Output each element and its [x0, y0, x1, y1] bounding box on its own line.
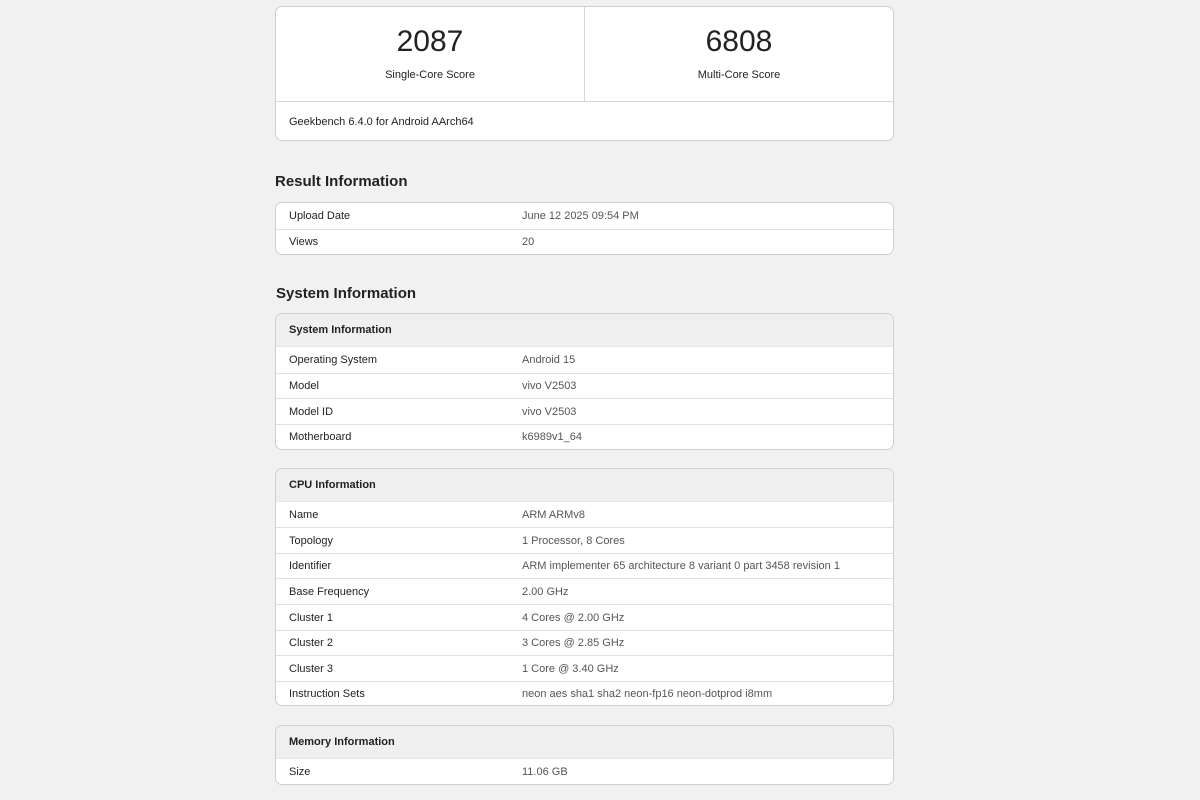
table-row [276, 347, 893, 373]
cpu-information-table [275, 468, 894, 706]
table-row [276, 424, 893, 449]
system-information-header: System Information [276, 314, 893, 347]
row-key: Size [289, 765, 311, 778]
table-row [276, 578, 893, 604]
table-row [276, 398, 893, 424]
scores-row [276, 7, 893, 102]
row-value: 20 [522, 236, 535, 248]
single-core-score-value: 2087 [396, 25, 464, 58]
table-row [276, 630, 893, 655]
row-value: 2.00 GHz [522, 585, 569, 598]
row-key: Cluster 3 [289, 662, 334, 675]
table-row [276, 655, 893, 681]
multi-core-score-label: Multi-Core Score [697, 69, 781, 81]
table-row [276, 373, 893, 398]
row-value: neon aes sha1 sha2 neon-fp16 neon-dotprod i8mm [522, 687, 773, 700]
table-row [276, 203, 893, 229]
row-value: vivo V2503 [522, 405, 577, 418]
row-key: Cluster 2 [289, 637, 334, 649]
row-key: Instruction Sets [289, 687, 365, 700]
result-information-table [275, 202, 894, 255]
score-card [275, 6, 894, 141]
table-row [276, 681, 893, 705]
row-value: June 12 2025 09:54 PM [522, 210, 639, 222]
row-key: Cluster 1 [289, 611, 334, 624]
row-value: ARM ARMv8 [522, 508, 585, 521]
row-value: 1 Core @ 3.40 GHz [522, 662, 619, 675]
memory-information-header: Memory Information [276, 726, 893, 759]
row-key: Model ID [289, 405, 334, 418]
row-key: Base Frequency [289, 585, 370, 598]
benchmark-version: Geekbench 6.4.0 for Android AArch64 [289, 116, 474, 128]
table-row [276, 553, 893, 578]
table-row [276, 604, 893, 630]
row-value: Android 15 [522, 354, 576, 366]
result-information-title: Result Information [275, 173, 408, 190]
row-value: 3 Cores @ 2.85 GHz [522, 637, 625, 649]
row-key: Upload Date [289, 210, 351, 222]
row-value: k6989v1_64 [522, 431, 582, 443]
multi-core-score-value: 6808 [705, 25, 773, 58]
benchmark-result-page [275, 6, 894, 785]
row-key: Topology [289, 534, 334, 547]
row-key: Name [289, 508, 319, 521]
row-key: Model [289, 380, 319, 392]
row-key: Views [289, 236, 319, 248]
row-value: 4 Cores @ 2.00 GHz [522, 611, 625, 624]
single-core-score-label: Single-Core Score [385, 69, 475, 81]
row-value: vivo V2503 [522, 380, 577, 392]
row-key: Motherboard [289, 431, 352, 443]
row-value: 11.06 GB [522, 765, 568, 778]
memory-information-table [275, 725, 894, 785]
cpu-information-header: CPU Information [276, 469, 893, 502]
table-row [276, 229, 893, 254]
table-row [276, 759, 893, 784]
row-value: 1 Processor, 8 Cores [522, 534, 625, 547]
system-information-table [275, 313, 894, 450]
row-value: ARM implementer 65 architecture 8 variant 0 part 3458 revision 1 [522, 560, 840, 572]
multi-core-score [584, 7, 893, 101]
system-information-title: System Information [276, 285, 417, 302]
table-row [276, 502, 893, 527]
row-key: Operating System [289, 354, 378, 366]
row-key: Identifier [289, 560, 332, 572]
table-row [276, 527, 893, 553]
single-core-score [276, 7, 584, 101]
